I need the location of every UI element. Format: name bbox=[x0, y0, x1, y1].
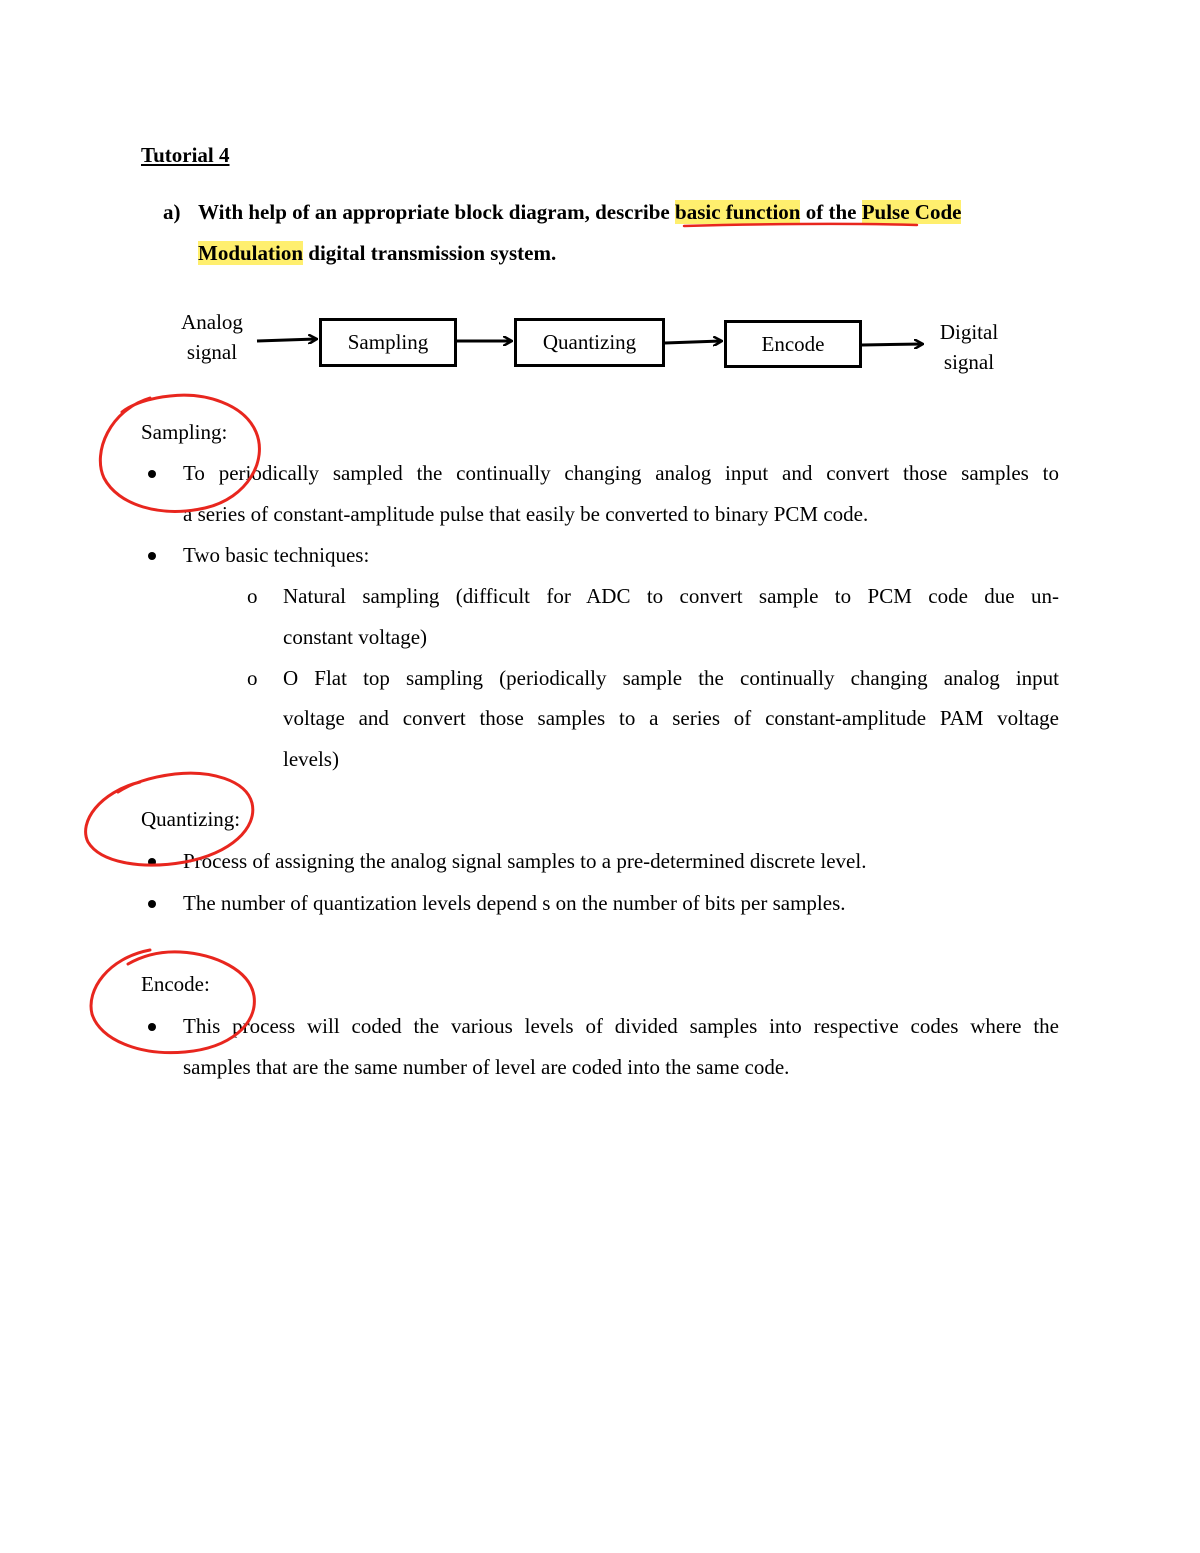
sampling-sub2-line2: voltage and convert those samples to a series of constant-amplitude PAM voltage bbox=[283, 706, 1059, 730]
block-sampling-label: Sampling bbox=[347, 330, 429, 354]
page-title: Tutorial 4 bbox=[141, 143, 230, 167]
output-label-line-1: Digital bbox=[939, 320, 999, 344]
sampling-bullet1-line1: To periodically sampled the continually changing analog input and convert those samples to bbox=[183, 461, 1059, 485]
sampling-sub1-line1: Natural sampling (difficult for ADC to convert sample to PCM code due un- bbox=[283, 584, 1059, 608]
question-text-b: of the bbox=[800, 200, 862, 224]
sampling-sub1-line2: constant voltage) bbox=[283, 625, 428, 649]
encode-heading: Encode: bbox=[141, 972, 210, 996]
highlight-modulation: Modulation bbox=[198, 241, 304, 265]
question-text-c: digital transmission system. bbox=[303, 241, 557, 265]
highlight-basic-function: basic function bbox=[675, 200, 801, 224]
red-circle-sampling-annotation bbox=[100, 395, 259, 511]
input-label-line-1: Analog bbox=[181, 310, 243, 334]
input-label-line-2: signal bbox=[186, 340, 238, 364]
red-circle-quantizing-annotation bbox=[86, 773, 253, 865]
encode-bullet1-line2: samples that are the same number of level are coded into the same code. bbox=[183, 1055, 790, 1079]
output-label-line-2: signal bbox=[943, 350, 995, 374]
quantizing-bullet1: Process of assigning the analog signal samples to a pre-determined discrete level. bbox=[183, 849, 867, 873]
highlight-pulse-code: Pulse Code bbox=[861, 200, 962, 224]
red-circle-encode-annotation bbox=[91, 950, 254, 1053]
quantizing-bullet2: The number of quantization levels depend s on the number of bits per samples. bbox=[183, 891, 846, 915]
quantizing-heading: Quantizing: bbox=[141, 807, 241, 831]
red-underline-annotation bbox=[684, 224, 917, 226]
sampling-sub2-line3: levels) bbox=[283, 747, 339, 771]
question-letter: a) bbox=[163, 200, 181, 224]
sub-bullet-marker: o bbox=[247, 584, 258, 608]
sampling-bullet1-line2: a series of constant-amplitude pulse that easily be converted to binary PCM code. bbox=[183, 502, 869, 526]
sampling-bullet2: Two basic techniques: bbox=[183, 543, 370, 567]
sampling-sub2-line1: O Flat top sampling (periodically sample the continually changing analog input bbox=[283, 666, 1059, 690]
question-text-a: With help of an appropriate block diagram, describe bbox=[198, 200, 676, 224]
block-encode-label: Encode bbox=[761, 331, 825, 356]
sampling-heading: Sampling: bbox=[141, 420, 228, 444]
sub-bullet-marker: o bbox=[247, 666, 258, 690]
block-quantizing-label: Quantizing bbox=[542, 330, 637, 354]
encode-bullet1-line1: This process will coded the various levels of divided samples into respective codes where the bbox=[183, 1014, 1059, 1038]
